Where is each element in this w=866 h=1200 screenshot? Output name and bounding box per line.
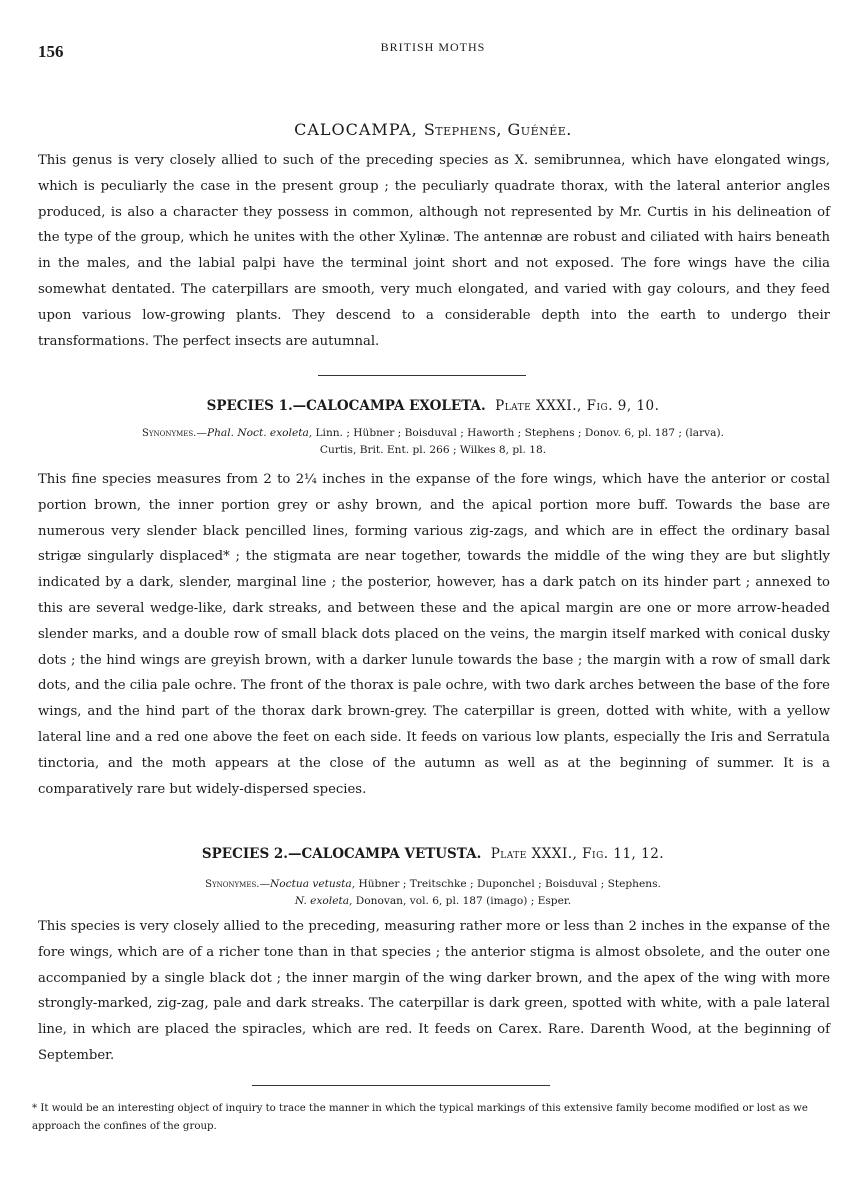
species-2-synonyms	[0, 876, 866, 910]
footnote-divider	[252, 1085, 550, 1086]
page-number: 156	[38, 42, 64, 61]
synonym-references: Hübner ; Treitschke ; Duponchel ; Boisduval ; Stephens.	[355, 878, 661, 890]
synonym-references: Donovan, vol. 6, pl. 187 (imago) ; Esper.	[352, 895, 572, 907]
running-title: BRITISH MOTHS	[380, 40, 486, 54]
footnote-text: It would be an interesting object of inquiry to trace the manner in which the typical markings of this extensive family become modified or lost as we approach the confines of the group.	[32, 1103, 808, 1132]
species-1-description	[38, 467, 830, 802]
genus-authors: Stephens, Guénée.	[423, 120, 572, 139]
species-2-heading	[0, 846, 866, 862]
footnote-mark: *	[32, 1103, 38, 1114]
species-2-synonyms-line-1	[0, 876, 866, 893]
species-1-title: SPECIES 1.—CALOCAMPA EXOLETA.	[206, 398, 486, 414]
synonym-name: —Phal. Noct. exoleta,	[196, 427, 313, 439]
footnote	[32, 1100, 832, 1136]
species-2-synonyms-line-2	[0, 893, 866, 910]
species-1-heading	[0, 398, 866, 414]
species-1-synonyms-line-1	[0, 425, 866, 442]
species-1-synonyms-line-2: Curtis, Brit. Ent. pl. 266 ; Wilkes 8, pl. 18.	[319, 444, 547, 456]
species-2-title: SPECIES 2.—CALOCAMPA VETUSTA.	[201, 846, 482, 862]
species-2-plate: Plate XXXI., Fig. 11, 12.	[490, 846, 665, 862]
synonym-name: N. exoleta,	[294, 895, 353, 907]
species-1-plate: Plate XXXI., Fig. 9, 10.	[495, 398, 660, 414]
species-1-description-start: This fine species measures from 2 to 2	[38, 472, 305, 487]
section-divider	[318, 375, 526, 376]
species-1-synonyms	[0, 425, 866, 459]
species-1-description-rest: inches in the expanse of the fore wings, which have the anterior or costal portion brown, the inner portion grey or ashy brown, and the apical portion more buff. Towards the base are numerous very slender black pencilled lines, forming various zig-zags, and which are in effect the ordinary basal strigæ singularly displaced* ; the stigmata are near together, towards the middle of the wing they are but slightly indicated by a dark, slender, marginal line ; the posterior, however, has a dark patch on its hinder part ; annexed to this are several wedge-like, dark streaks, and between these and the apical margin are one or more arrow-headed slender marks, and a double row of small black dots placed on the veins, the margin itself marked with conical dusky dots ; the hind wings are greyish brown, with a darker lunule towards the base ; the margin with a row of small dark dots, and the cilia pale ochre. The front of the thorax is pale ochre, with two dark arches between the base of the fore wings, and the hind part of the thorax dark brown-grey. The caterpillar is green, dotted with white, with a yellow lateral line and a red one above the feet on each side. It feeds on various low plants, especially the Iris and Serratula tinctoria, and the moth appears at the close of the autumn as well as at the beginning of summer. It is a comparatively rare but widely-dispersed species.	[38, 472, 830, 797]
genus-name: CALOCAMPA,	[294, 120, 418, 139]
synonym-references: Linn. ; Hübner ; Boisduval ; Haworth ; Stephens ; Donov. 6, pl. 187 ; (larva).	[312, 427, 724, 439]
genus-heading	[0, 120, 866, 139]
species-2-description: This species is very closely allied to the preceding, measuring rather more or less than 2 inches in the expanse of the fore wings, which are of a richer tone than in that species ; the anterior stigma is almost obsolete, and the outer one accompanied by a single black dot ; the inner margin of the wing darker brown, and the apex of the wing with more strongly-marked, zig-zag, pale and dark streaks. The caterpillar is dark green, spotted with white, with a pale lateral line, in which are placed the spiracles, which are red. It feeds on Carex. Rare. Darenth Wood, at the beginning of September.	[38, 919, 830, 1063]
synonym-name: —Noctua vetusta,	[259, 878, 356, 890]
synonyms-label: Synonymes.	[142, 428, 197, 439]
fraction-quarter: ¼	[304, 472, 317, 487]
genus-description: This genus is very closely allied to such of the preceding species as X. semibrunnea, which have elongated wings, which is peculiarly the case in the present group ; the peculiarly quadrate thorax, with the lateral anterior angles produced, is also a character they possess in common, although not represented by Mr. Curtis in his delineation of the type of the group, which he unites with the other Xylinæ. The antennæ are robust and ciliated with hairs beneath in the males, and the labial palpi have the terminal joint short and not exposed. The fore wings have the cilia somewhat dentated. The caterpillars are smooth, very much elongated, and varied with gay colours, and they feed upon various low-growing plants. They descend to a considerable depth into the earth to undergo their transformations. The perfect insects are autumnal.	[38, 153, 830, 349]
synonyms-label: Synonymes.	[205, 879, 260, 890]
